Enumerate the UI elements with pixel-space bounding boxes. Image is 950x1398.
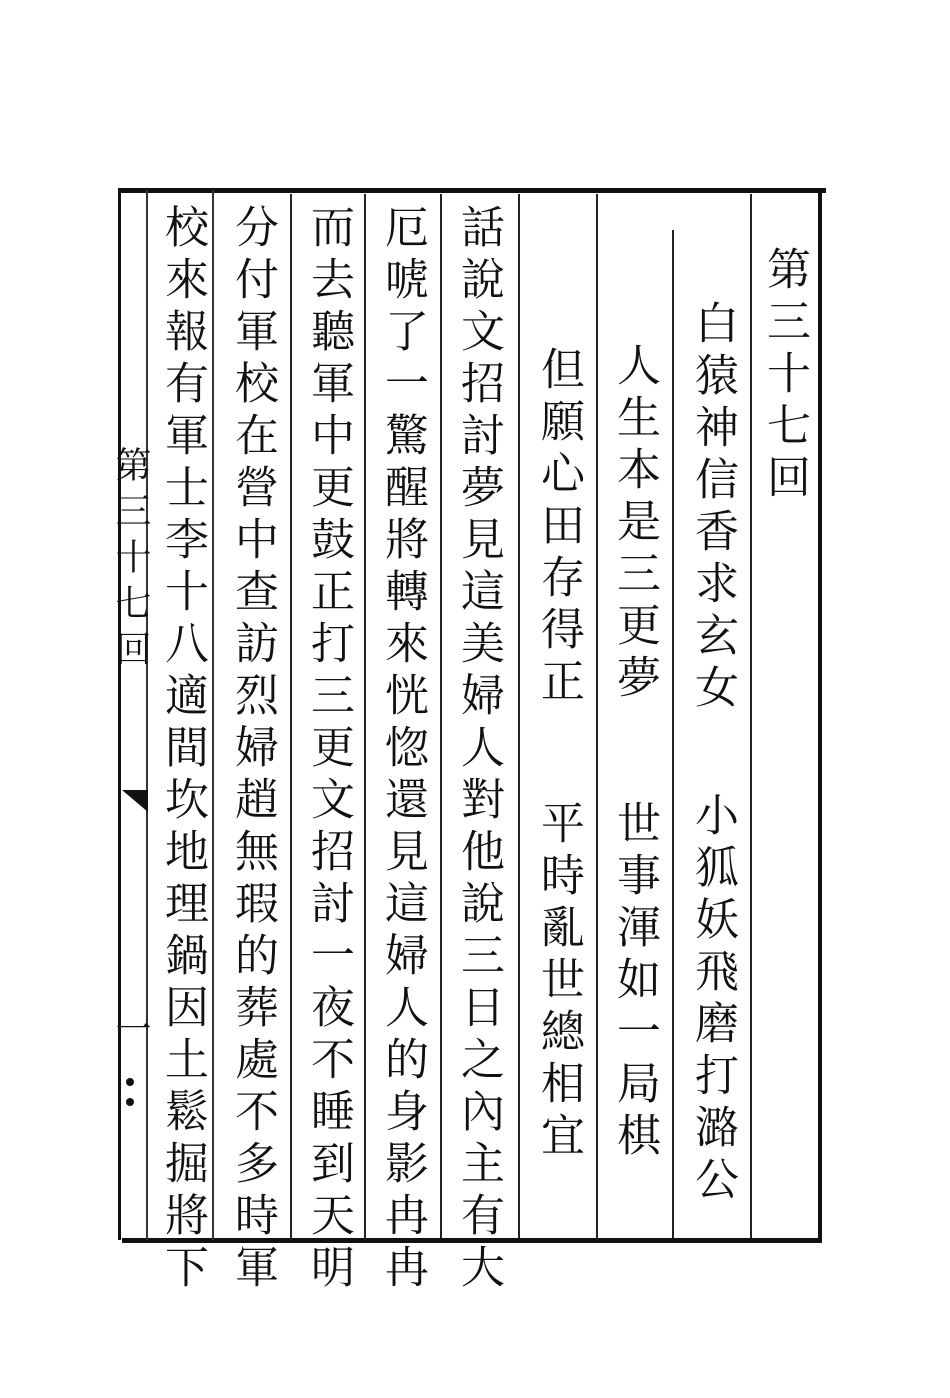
body-column-3: 而去聽軍中更鼓正打三更文招討一夜不睡到天明: [303, 204, 354, 1296]
frame-left-rule: [118, 190, 121, 1240]
fold-margin-rule-inner: [212, 190, 214, 1240]
column-divider: [672, 230, 674, 1238]
body-column-5: 校來報有軍士李十八適間坎地理鍋因土鬆掘將下: [157, 204, 208, 1296]
fishtail-mark: [122, 790, 148, 812]
column-divider: [440, 194, 442, 1238]
chapter-heading: 第三十七回: [759, 246, 810, 506]
column-divider: [518, 194, 520, 1238]
margin-page-number: 一: [110, 1010, 151, 1056]
body-column-4: 分付軍校在營中查訪烈婦趙無瑕的葬處不多時軍: [227, 204, 278, 1296]
column-divider: [290, 194, 292, 1238]
margin-dot-mark: [126, 1098, 134, 1106]
body-column-2: 厄唬了一驚醒將轉來恍惚還見這婦人的身影冉冉: [377, 204, 428, 1296]
frame-top-rule: [118, 188, 826, 193]
column-divider: [750, 194, 752, 1238]
fold-margin-rule-outer: [146, 190, 148, 1240]
margin-dot-mark: [126, 1078, 134, 1086]
poem-line1-part2: 世事渾如一局棋: [609, 800, 660, 1164]
poem-line1-part1: 人生本是三更夢: [609, 342, 660, 706]
margin-chapter-label: 第三十七回: [110, 446, 151, 676]
poem-line2-part1: 但願心田存得正: [533, 346, 584, 710]
couplet-line1-part2: 小狐妖飛磨打潞公: [687, 792, 738, 1208]
couplet-line1-part1: 白猿神信香求玄女: [687, 300, 738, 716]
frame-right-rule: [818, 190, 822, 1240]
column-divider: [364, 194, 366, 1238]
poem-line2-part2: 平時亂世總相宜: [533, 800, 584, 1164]
body-column-1: 話說文招討夢見這美婦人對他說三日之內主有大: [453, 204, 504, 1296]
column-divider: [596, 194, 598, 1238]
